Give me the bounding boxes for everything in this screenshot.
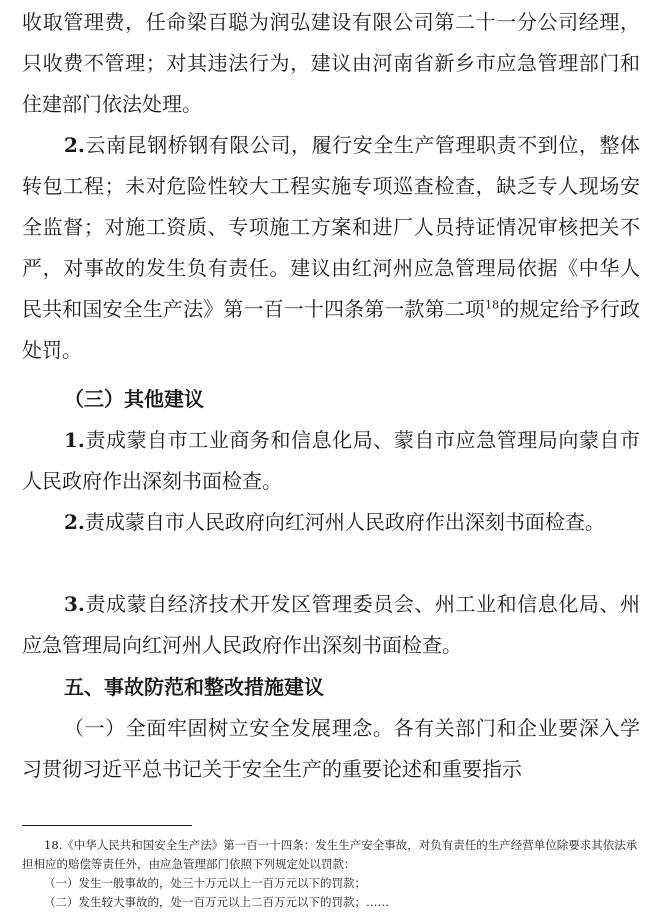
footnote-reference-18[interactable]: 18 (485, 298, 500, 312)
paragraph-2-number: 2. (64, 133, 85, 157)
paragraph-4-number: 2. (64, 510, 85, 534)
paragraph-4-text: 责成蒙自市人民政府向红河州人民政府作出深刻书面检查。 (84, 510, 605, 534)
footnote-18-item-1: （一）发生一般事故的，处三十万元以上一百万元以下的罚款； (44, 876, 366, 890)
paragraph-2 (22, 125, 640, 371)
paragraph-5-number: 3. (64, 592, 85, 616)
paragraph-4 (22, 502, 640, 543)
paragraph-3-text: 责成蒙自市工业商务和信息化局、蒙自市应急管理局向蒙自市人民政府作出深刻书面检查。 (22, 428, 640, 493)
footnote-18-item-2: （二）发生较大事故的，处一百万元以上二百万元以下的罚款；…… (44, 895, 389, 909)
heading-other-suggestions: （三）其他建议 (64, 387, 204, 411)
heading-prevention-measures: 五、事故防范和整改措施建议 (64, 675, 324, 699)
paragraph-6 (22, 708, 640, 790)
paragraph-3 (22, 420, 640, 502)
paragraph-5 (22, 584, 640, 666)
paragraph-2-text-end: 的规定给予行政处罚。 (22, 297, 641, 362)
paragraph-5-text: 责成蒙自经济技术开发区管理委员会、州工业和信息化局、州应急管理局向红河州人民政府作出深刻书面检查。 (22, 592, 640, 657)
footnote-18: 18.《中华人民共和国安全生产法》第一百一十四条：发生生产安全事故，对负有责任的生产经营单位除要求其依法承担相应的赔偿等责任外，由应急管理部门依照下列规定处以罚款： (22, 838, 638, 871)
paragraph-6-text: （一）全面牢固树立安全发展理念。各有关部门和企业要深入学习贯彻习近平总书记关于安全生产的重要论述和重要指示 (22, 716, 640, 781)
footnote-divider (22, 825, 192, 826)
paragraph-2-text: 云南昆钢桥钢有限公司，履行安全生产管理职责不到位，整体转包工程；未对危险性较大工程实施专项巡查检查，缺乏专人现场安全监督；对施工资质、专项施工方案和进厂人员持证情况审核把关不严，对事故的发生负有责任。建议由红河州应急管理局依据《中华人民共和国安全生产法》第一百一十四条第一款第二项 (22, 133, 640, 321)
paragraph-1-text: 收取管理费，任命梁百聪为润弘建设有限公司第二十一分公司经理，只收费不管理；对其违法行为，建议由河南省新乡市应急管理部门和住建部门依法处理。 (22, 10, 640, 116)
paragraph-1 (22, 2, 640, 125)
paragraph-3-number: 1. (64, 428, 85, 452)
